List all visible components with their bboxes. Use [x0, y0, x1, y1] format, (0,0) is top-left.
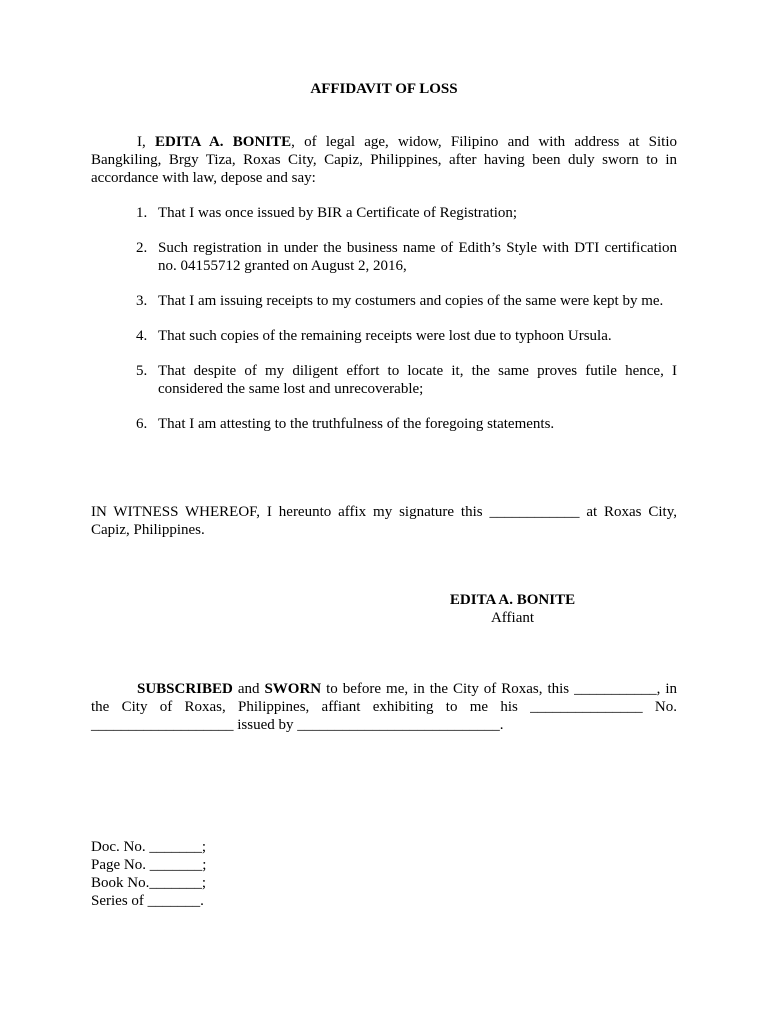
jurat-paragraph [91, 680, 677, 734]
list-item [136, 239, 677, 275]
list-item [136, 362, 677, 398]
item-number: 3. [136, 293, 148, 309]
book-number: Book No._______; [91, 875, 207, 891]
item-number: 4. [136, 328, 148, 344]
jurat-and: and [232, 681, 265, 697]
notary-details [91, 838, 391, 910]
signature-name: EDITA A. BONITE [449, 592, 576, 608]
jurat-sworn: SWORN [264, 681, 322, 697]
item-text: That I am issuing receipts to my costumers and copies of the same were kept by me. [158, 293, 664, 309]
affiant-name: EDITA A. BONITE [154, 134, 292, 150]
list-item [136, 415, 677, 433]
jurat-text: to before me, in the City of Roxas, this ___________, in the City of Roxas, Philippines, affiant exhibiting to me his _______________ No. ___________________ issued by ___________________________. [91, 681, 677, 733]
doc-number: Doc. No. _______; [91, 839, 206, 855]
signature-role: Affiant [490, 610, 535, 626]
intro-text: , of legal age, widow, Filipino and with address at Sitio Bangkiling, Brgy Tiza, Roxas City, Capiz, Philippines, after having been duly sworn to in accordance with law, depose and say: [91, 134, 677, 186]
item-text: That I was once issued by BIR a Certificate of Registration; [158, 205, 518, 221]
document-title: AFFIDAVIT OF LOSS [310, 81, 458, 97]
list-item [136, 204, 677, 222]
item-number: 5. [136, 363, 148, 379]
item-number: 6. [136, 416, 148, 432]
page-number: Page No. _______; [91, 857, 207, 873]
item-text: That such copies of the remaining receipts were lost due to typhoon Ursula. [158, 328, 612, 344]
jurat-subscribed: SUBSCRIBED [137, 681, 233, 697]
item-text: Such registration in under the business name of Edith’s Style with DTI certification no. 04155712 granted on August 2, 2016, [158, 240, 677, 274]
item-number: 1. [136, 205, 148, 221]
item-text: That I am attesting to the truthfulness of the foregoing statements. [158, 416, 555, 432]
statements-list [136, 204, 677, 450]
item-number: 2. [136, 240, 148, 256]
list-item [136, 327, 677, 345]
list-item [136, 292, 677, 310]
intro-prefix: I, [137, 134, 155, 150]
signature-block [360, 591, 665, 627]
item-text: That despite of my diligent effort to locate it, the same proves futile hence, I considered the same lost and unrecoverable; [158, 363, 677, 397]
witness-paragraph: IN WITNESS WHEREOF, I hereunto affix my signature this ____________ at Roxas City, Capiz, Philippines. [91, 504, 677, 538]
series-number: Series of _______. [91, 893, 204, 909]
intro-paragraph [91, 133, 677, 187]
